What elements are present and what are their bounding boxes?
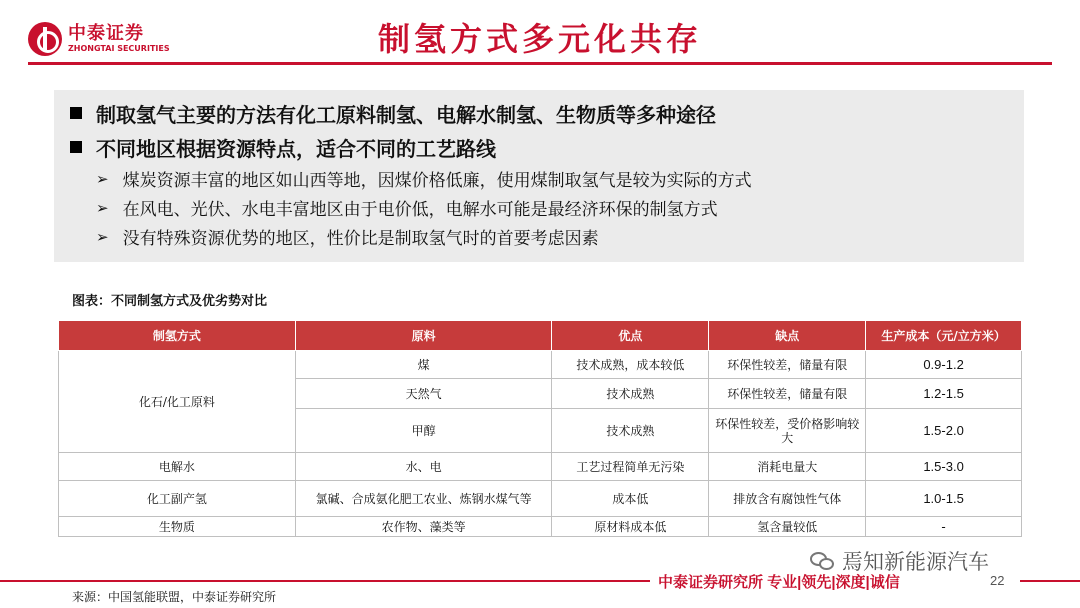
cost-cell: 1.2-1.5 [866,379,1022,409]
watermark-text: 焉知新能源汽车 [842,550,989,574]
header-divider [28,62,1052,65]
pros-cell: 技术成熟，成本较低 [552,351,709,379]
arrow-bullet-icon: ➢ [96,198,109,217]
footer-divider-left [0,580,650,582]
cost-cell: 1.5-3.0 [866,453,1022,481]
cons-cell: 环保性较差，储量有限 [709,379,866,409]
pros-cell: 技术成熟 [552,409,709,453]
page-number: 22 [990,573,1005,588]
table-row [59,351,1022,379]
cost-cell: 0.9-1.2 [866,351,1022,379]
sub-point-text: 没有特殊资源优势的地区，性价比是制取氢气时的首要考虑因素 [122,229,599,249]
pros-cell: 技术成熟 [552,379,709,409]
raw-cell: 农作物、藻类等 [295,517,552,537]
sub-point-3 [96,222,1012,251]
method-cell: 化工副产氢 [59,481,296,517]
method-cell: 生物质 [59,517,296,537]
cost-cell: 1.0-1.5 [866,481,1022,517]
cons-cell: 排放含有腐蚀性气体 [709,481,866,517]
table-header-row [59,321,1022,351]
header-cell: 优点 [552,321,709,351]
pros-cell: 工艺过程简单无污染 [552,453,709,481]
sub-point-text: 煤炭资源丰富的地区如山西等地，因煤价格低廉，使用煤制取氢气是较为实际的方式 [122,171,752,191]
table-row [59,481,1022,517]
cost-cell: 1.5-2.0 [866,409,1022,453]
main-point-2 [66,130,1012,164]
comparison-table [58,320,1022,537]
footer-divider-right [1020,580,1080,582]
logo-en-text: ZHONGTAI SECURITIES [68,44,170,53]
cons-cell: 环保性较差，储量有限 [709,351,866,379]
main-point-text: 不同地区根据资源特点，适合不同的工艺路线 [96,136,496,161]
source-note: 来源：中国氢能联盟，中泰证券研究所 [72,590,277,604]
sub-point-2 [96,193,1012,222]
method-cell: 电解水 [59,453,296,481]
table-row [59,517,1022,537]
header-cell: 缺点 [709,321,866,351]
footer-brand: 中泰证券研究所 专业|领先|深度|诚信 [658,574,900,591]
cons-cell: 消耗电量大 [709,453,866,481]
pros-cell: 原材料成本低 [552,517,709,537]
wechat-icon [810,550,836,572]
raw-cell: 水、电 [295,453,552,481]
summary-box [54,90,1024,262]
cost-cell: - [866,517,1022,537]
arrow-bullet-icon: ➢ [96,169,109,188]
logo-cn-text: 中泰证券 [68,23,144,44]
pros-cell: 成本低 [552,481,709,517]
main-point-1 [66,96,1012,130]
sub-point-1 [96,164,1012,193]
main-point-text: 制取氢气主要的方法有化工原料制氢、电解水制氢、生物质等多种途径 [96,102,716,127]
raw-cell: 甲醇 [295,409,552,453]
table-row [59,453,1022,481]
square-bullet-icon [70,141,82,153]
square-bullet-icon [70,107,82,119]
cons-cell: 氢含量较低 [709,517,866,537]
method-cell: 化石/化工原料 [59,351,296,453]
raw-cell: 氯碱、合成氨化肥工农业、炼钢水煤气等 [295,481,552,517]
raw-cell: 煤 [295,351,552,379]
cons-cell: 环保性较差，受价格影响较大 [709,409,866,453]
arrow-bullet-icon: ➢ [96,227,109,246]
slide-title: 制氢方式多元化共存 [377,20,702,58]
header-cell: 制氢方式 [59,321,296,351]
header-cell: 原料 [295,321,552,351]
raw-cell: 天然气 [295,379,552,409]
sub-point-text: 在风电、光伏、水电丰富地区由于电价低，电解水可能是最经济环保的制氢方式 [122,200,718,220]
header-cell: 生产成本（元/立方米） [866,321,1022,351]
figure-caption: 图表：不同制氢方式及优劣势对比 [72,294,268,309]
